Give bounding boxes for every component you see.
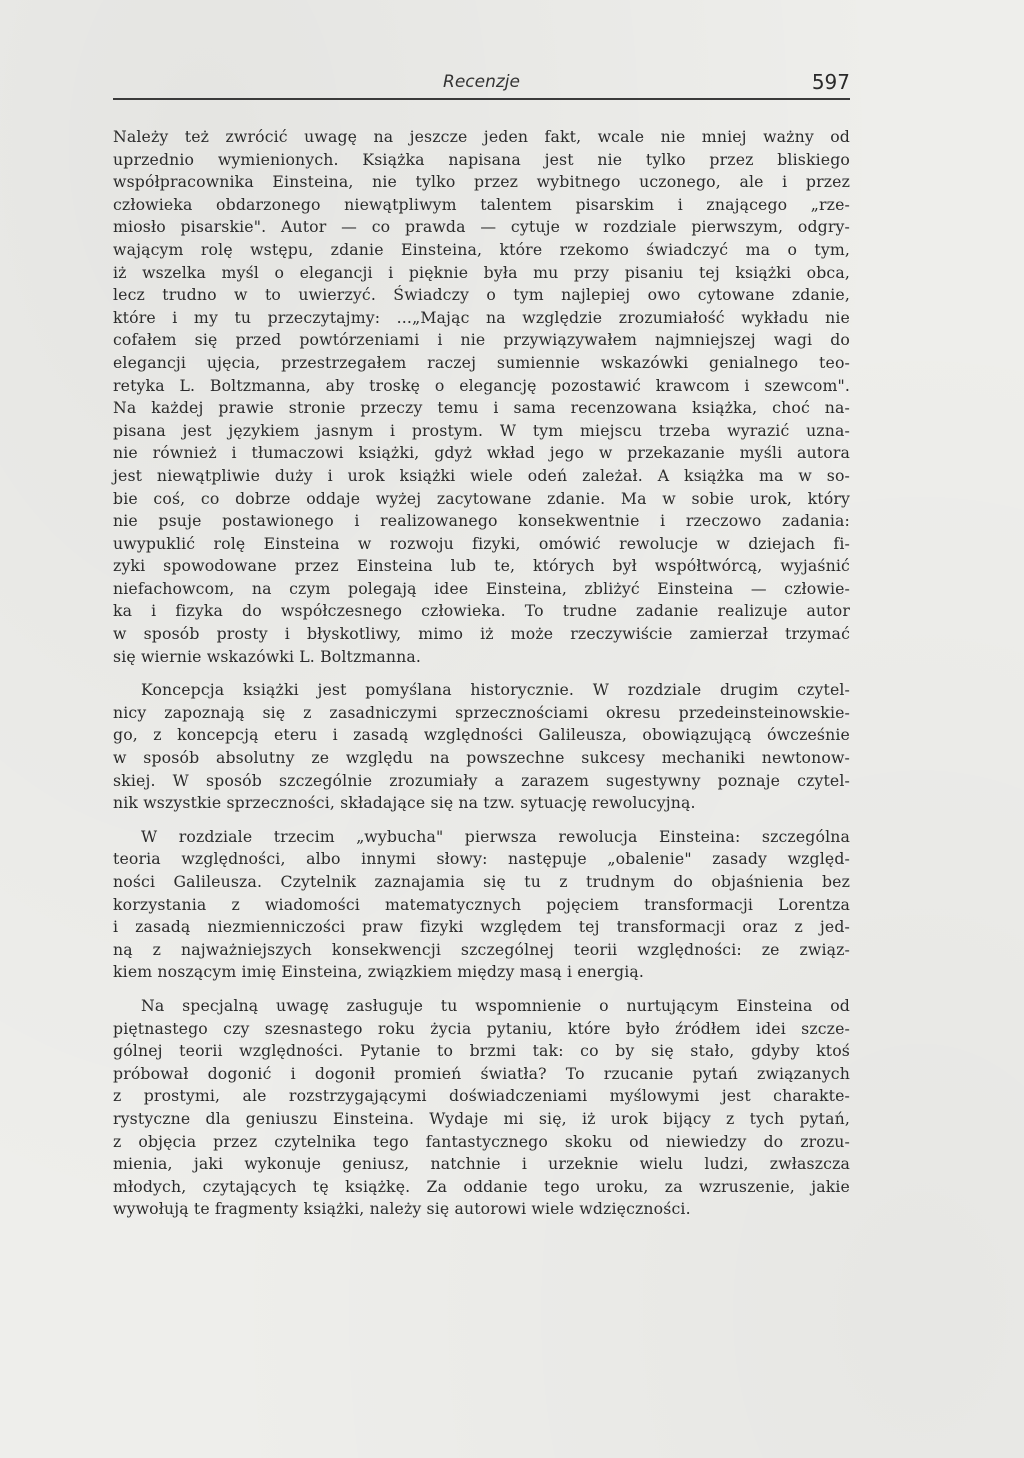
text-line: Na każdej prawie stronie przeczy temu i sama recenzowana książka, choć na- bbox=[113, 398, 850, 418]
text-line: uwypuklić rolę Einsteina w rozwoju fizyki, omówić rewolucje w dziejach fi- bbox=[113, 533, 850, 553]
page-header bbox=[113, 66, 850, 100]
text-line: się wiernie wskazówki L. Boltzmanna. bbox=[113, 646, 422, 666]
text-line: Na specjalną uwagę zasługuje tu wspomnienie o nurtującym Einsteina od bbox=[141, 995, 850, 1015]
text-line: kiem noszącym imię Einsteina, związkiem między masą i energią. bbox=[113, 962, 645, 982]
text-line: współpracownika Einsteina, nie tylko przez wybitnego uczonego, ale i przez bbox=[113, 172, 850, 192]
running-title: Recenzje bbox=[443, 72, 520, 92]
text-line: bie coś, co dobrze oddaje wyżej zacytowane zdanie. Ma w sobie urok, który bbox=[113, 488, 850, 508]
text-line: ka i fizyka do współczesnego człowieka. To trudne zadanie realizuje autor bbox=[113, 601, 850, 621]
text-line: człowieka obdarzonego niewątpliwym talentem pisarskim i znającego „rze- bbox=[113, 194, 850, 214]
text-line: gólnej teorii względności. Pytanie to brzmi tak: co by się stało, gdyby ktoś bbox=[113, 1041, 850, 1061]
text-line: lecz trudno w to uwierzyć. Świadczy o tym najlepiej owo cytowane zdanie, bbox=[113, 285, 850, 305]
text-line: wającym rolę wstępu, zdanie Einsteina, które rzekomo świadczyć ma o tym, bbox=[113, 239, 850, 259]
text-line: w sposób absolutny ze względu na powszechne sukcesy mechaniki newtonow- bbox=[113, 748, 850, 768]
text-line: które i my tu przeczytajmy: ...„Mając na względzie zrozumiałość wykładu nie bbox=[113, 307, 850, 327]
text-line: i zasadą niezmienniczości praw fizyki względem tej transformacji oraz z jed- bbox=[113, 917, 850, 937]
text-line: pisana jest językiem jasnym i prostym. W tym miejscu trzeba wyrazić uzna- bbox=[113, 420, 850, 440]
paragraph bbox=[113, 826, 850, 984]
paragraph bbox=[113, 679, 850, 815]
text-line: młodych, czytających tę książkę. Za oddanie tego uroku, za wzruszenie, jakie bbox=[113, 1176, 850, 1196]
text-line: cofałem się przed powtórzeniami i nie przywiązywałem najmniejszej wagi do bbox=[113, 330, 850, 350]
text-line: uprzednio wymienionych. Książka napisana jest nie tylko przez bliskiego bbox=[113, 149, 850, 169]
text-line: mienia, jaki wykonuje geniusz, natchnie i urzeknie wielu ludzi, zwłaszcza bbox=[113, 1154, 850, 1174]
text-line: próbował dogonić i dogonił promień światła? To rzucanie pytań związanych bbox=[113, 1063, 850, 1083]
text-line: rystyczne dla geniuszu Einsteina. Wydaje mi się, iż urok bijący z tych pytań, bbox=[113, 1108, 850, 1128]
text-line: ną z najważniejszych konsekwencji szczególnej teorii względności: ze związ- bbox=[113, 939, 850, 959]
text-line: go, z koncepcją eteru i zasadą względności Galileusza, obowiązującą ówcześnie bbox=[113, 725, 850, 745]
text-line: elegancji ujęcia, przestrzegałem raczej sumiennie wskazówki genialnego teo- bbox=[113, 352, 850, 372]
text-line: nik wszystkie sprzeczności, składające się na tzw. sytuację rewolucyjną. bbox=[113, 793, 696, 813]
text-line: nie również i tłumaczowi książki, gdyż wkład jego w przekazanie myśli autora bbox=[113, 443, 850, 463]
article-body bbox=[113, 126, 850, 1232]
text-line: nie psuje postawionego i realizowanego konsekwentnie i rzeczowo zadania: bbox=[113, 511, 850, 531]
paragraph bbox=[113, 126, 850, 668]
text-line: Koncepcja książki jest pomyślana historycznie. W rozdziale drugim czytel- bbox=[141, 680, 850, 700]
text-line: korzystania z wiadomości matematycznych pojęciem transformacji Lorentza bbox=[113, 894, 850, 914]
text-line: retyka L. Boltzmanna, aby troskę o elegancję pozostawić krawcom i szewcom". bbox=[113, 375, 850, 395]
text-line: teoria względności, albo innymi słowy: następuje „obalenie" zasady względ- bbox=[113, 849, 850, 869]
text-line: Należy też zwrócić uwagę na jeszcze jeden fakt, wcale nie mniej ważny od bbox=[113, 127, 850, 146]
text-line: piętnastego czy szesnastego roku życia pytaniu, które było źródłem idei szcze- bbox=[113, 1018, 850, 1038]
text-line: z prostymi, ale rozstrzygającymi doświadczeniami myślowymi jest charakte- bbox=[113, 1086, 850, 1106]
text-line: niefachowcom, na czym polegają idee Einsteina, zbliżyć Einsteina — człowie- bbox=[113, 578, 850, 598]
text-line: w sposób prosty i błyskotliwy, mimo iż może rzeczywiście zamierzał trzymać bbox=[113, 624, 850, 644]
text-line: miosło pisarskie". Autor — co prawda — cytuje w rozdziale pierwszym, odgry- bbox=[113, 217, 850, 237]
paragraph bbox=[113, 995, 850, 1221]
text-line: zyki spowodowane przez Einsteina lub te, których był współtwórcą, wyjaśnić bbox=[113, 556, 850, 576]
text-line: ności Galileusza. Czytelnik zaznajamia się tu z trudnym do objaśnienia bez bbox=[113, 872, 850, 891]
text-line: skiej. W sposób szczególnie zrozumiały a zarazem sugestywny poznaje czytel- bbox=[113, 770, 850, 790]
text-line: jest niewątpliwie duży i urok książki wiele odeń zależał. A książka ma w so- bbox=[113, 465, 850, 485]
text-line: W rozdziale trzecim „wybucha" pierwsza rewolucja Einsteina: szczególna bbox=[141, 826, 850, 846]
text-line: wywołują te fragmenty książki, należy się autorowi wiele wdzięczności. bbox=[113, 1199, 691, 1219]
text-line: nicy zapoznają się z zasadniczymi sprzecznościami okresu przedeinsteinowskie- bbox=[113, 702, 850, 722]
page-number: 597 bbox=[811, 70, 850, 94]
text-line: iż wszelka myśl o elegancji i pięknie była mu przy pisaniu tej książki obca, bbox=[113, 262, 850, 282]
text-line: z objęcia przez czytelnika tego fantastycznego skoku od niewiedzy do zrozu- bbox=[113, 1131, 850, 1151]
